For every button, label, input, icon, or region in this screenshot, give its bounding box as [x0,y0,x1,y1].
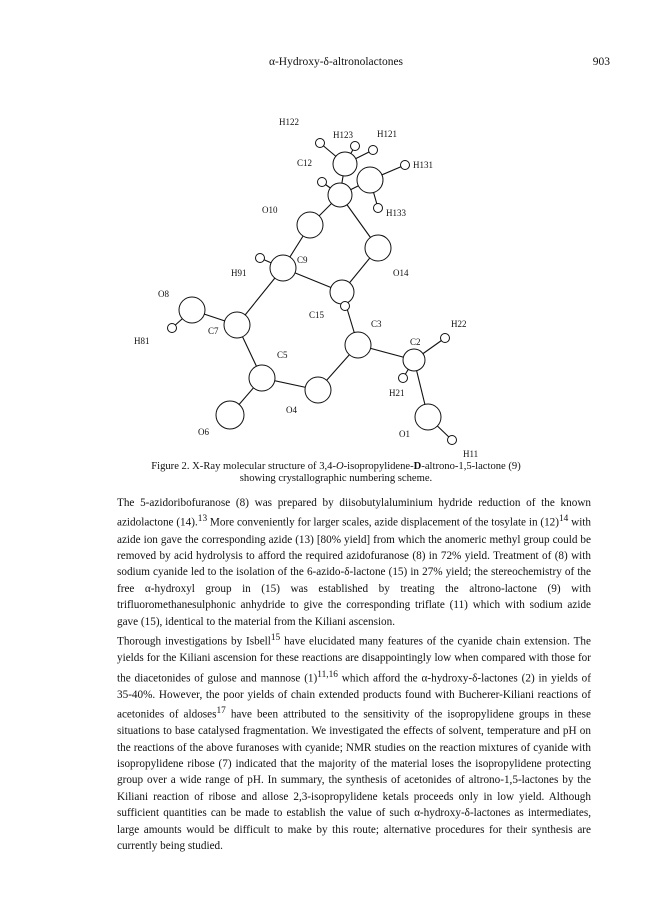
label-c15: C15 [309,310,325,320]
label-h22: H22 [451,319,467,329]
atom-c2 [403,349,425,371]
atom-c5 [249,365,275,391]
label-o8: O8 [158,289,169,299]
running-title: α-Hydroxy-δ-altronolactones [268,56,404,68]
atom-h81 [168,324,177,333]
paragraph-1: The 5-azidoribofuranose (8) was prepared by diisobutylaluminium hydride reduction of the known azidolactone (14).$^{13}$ More conveniently for larger scales, azide displacement of the tosylate in $(12)^{14}$ with azide ion gave the corresponding azide (13) [80% yield] from which the anomeric methyl group could be removed by acid hydrolysis to afford the required azidofuranose (8) in 72% yield. Treatment of (8) with sodium cyanide led to the isolation of the 6-azido-δ-lactone (15) in 27% yield; the stereochemistry of the free α-hydroxyl group in (15) was established by treating the altrono-lactone (9) with trifluoromethanesulphonic anhydride to give the corresponding triflate (11) which with sodium azide gave (15), identical to the material from the Kiliani ascension. [117,497,592,628]
atom-h133 [374,204,383,213]
reference-14: 14 [558,514,569,525]
label-h91: H91 [231,268,247,278]
atom-o1 [415,404,441,430]
label-h133: H133 [386,208,406,218]
label-h21: H21 [389,388,405,398]
atom-c7 [224,312,250,338]
atom-o4 [305,377,331,403]
label-h123: H123 [333,130,353,140]
label-c12: C12 [297,158,313,168]
atom-h-c12 [318,178,327,187]
atom-c3 [345,332,371,358]
atom-o6 [216,401,244,429]
reference-15: 15 [270,632,281,643]
atom-c13 [357,167,383,193]
label-c5: C5 [277,350,288,360]
label-o14: O14 [393,268,409,278]
page-number: 903 [592,56,610,68]
figure-caption [100,461,572,485]
body-text [117,495,591,854]
label-h11: H11 [463,449,479,459]
atom-c12 [328,183,352,207]
label-o1: O1 [399,429,410,439]
atom-o10 [297,212,323,238]
label-c7: C7 [208,326,219,336]
label-o6: O6 [198,427,209,437]
atom-o8 [179,297,205,323]
atom-c15 [330,280,354,304]
atom-o14 [365,235,391,261]
xray-structure-figure [0,100,672,480]
label-o4: O4 [286,405,297,415]
label-o10: O10 [262,205,278,215]
atom-h121 [369,146,378,155]
reference-17: 17 [216,706,226,717]
caption-line-2: showing crystallographic numbering scheme. [239,473,433,484]
label-c9: C9 [297,255,308,265]
label-h121: H121 [377,129,397,139]
paragraph-2: Thorough investigations by Isbell$^{15}$ have elucidated many features of the cyanide chain extension. The yields for the Kiliani ascension for these reactions are disappointingly low when compared with those for the diacetonides of gulose and mannose $(1)^{11,16}$ which afford the α-hydroxy-δ-lactones (2) in yields of 35-40%. However, the poor yields of chain extended products found with Bucherer-Kiliani reactions of acetonides of aldoses$^{17}$ have been attributed to the sensitivity of the isopropylidene groups in these situations to base catalysed fragmentation. We investigated the effects of solvent, temperature and pH on the reactions of the above furanoses with cyanide; NMR studies on the reaction mixtures of cyanide with isopropylidene ribose (7) indicated that the majority of the material loses the isopropylidene protecting group over a wide range of pH. In summary, the synthesis of acetonides of altrono-1,5-lactones by the Kiliani reaction of ribose and allose 2,3-isopropylidene ketals proceeds only in low yield. Although sufficient quantities can be made to establish the value of such α-hydroxy-δ-lactones as intermediates, large amounts would be difficult to make by this route; alternative procedures for their synthesis are currently being studied. [117,632,592,853]
atom-h123 [351,142,360,151]
label-h131: H131 [413,160,433,170]
atoms [168,139,457,445]
label-h122: H122 [279,117,299,127]
molecular-structure-diagram [0,100,672,480]
atom-h122 [316,139,325,148]
atom-h-c15 [341,302,350,311]
atom-h21 [399,374,408,383]
label-h81: H81 [134,336,150,346]
label-c3: C3 [371,319,382,329]
atom-h11 [448,436,457,445]
atom-c11 [333,152,357,176]
atom-h91 [256,254,265,263]
reference-13: 13 [197,514,208,525]
atom-c9 [270,255,296,281]
label-c2: C2 [410,337,421,347]
reference-11-16: 11,16 [317,669,338,680]
caption-line-1: Figure 2. X-Ray molecular structure of 3,4-O-isopropylidene-D-altrono-1,5-lactone (9) [151,461,521,472]
atom-h131 [401,161,410,170]
atom-h22 [441,334,450,343]
running-head [0,56,672,76]
